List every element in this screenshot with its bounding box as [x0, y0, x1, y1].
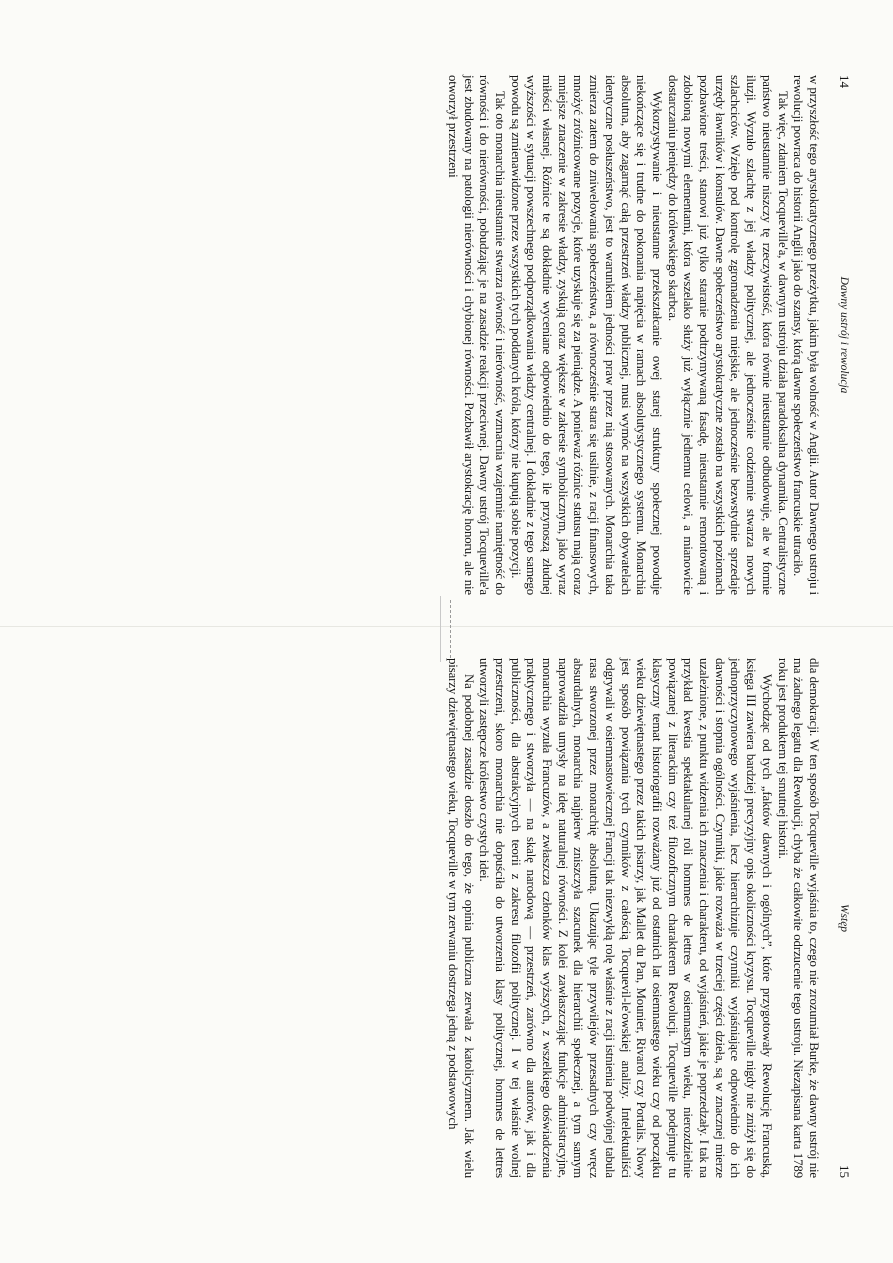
- left-page: [0, 75, 893, 595]
- paragraph: Wychodząc od tych „faktów dawnych i ogólnych”, które przygotowały Rewolucję Francuską, księga III zawiera bardziej precyzyjny opis okoliczności kryzysu. Tocqueville nigdy nie zniżył się do jednoprzyczynowego wyjaśnienia, lecz hierarchizuje czynniki wyjaśniające odpowiednio do ich dawności i stopnia ogólności. Czynniki, jakie rozważa w trzeciej części dzieła, są w znacznej mierze uzależnione, z punktu widzenia ich znaczenia i charakteru, od wyjaśnień, jakie je poprzedzały. I tak na przykład kwestia spektakularnej roli hommes de lettres w osiemnastym wieku, nierozdzielnie powiązanej z literackim czy też filozoficznym charakterem Rewolucji. Tocqueville podejmuje tu klasyczny temat historiografii rozważany już od ostatnich lat osiemnastego wieku czy od początku wieku dziewiętnastego przez takich pisarzy, jak Mallet du Pan, Mounier, Rivarol czy Portalis. Nowy jest sposób powiązania tych czynników z całością Tocquevil-le'owskiej analizy. Intelektualiści odgrywali w osiemnastowiecznej Francji tak niezwykłą rolę właśnie z racji istnienia podwójnej tabula rasa stworzonej przez monarchię absolutną. Ukazując tyle przywilejów przesadnych czy wręcz absurdalnych, monarchia najpierw zniszczyła szacunek dla hierarchii społecznej, a tym samym naprowadziła umysły na ideę naturalnej równości. Z kolei zawłaszczając funkcje administracyjne, monarchia wyzuła Francuzów, a zwłaszcza członków klas wyższych, z wszelkiego doświadczenia praktycznego i stworzyła — na skalę narodową — przestrzeń, zarówno dla autorów, jak i dla publiczności, dla abstrakcyjnych teorii z zakresu filozofii politycznej. I w tej właśnie wolnej przestrzeni, skoro monarchia nie dopuściła do utworzenia klasy politycznej, hommes de lettres utworzyli zastępcze królestwo czystych idei.: [477, 658, 774, 1178]
- gutter-line: [440, 596, 441, 662]
- right-page: [0, 658, 893, 1178]
- running-head-title-left: Dawny ustrój i rewolucja: [838, 276, 850, 394]
- paragraph: dla demokracji. W ten sposób Tocqueville wyjaśnia to, czego nie zrozumiał Burke, że dawny ustrój nie ma żadnego legatu dla Rewolucji, chyba że całkowite odrzucenie tego ustroju. Niezapisana karta 1789 roku jest produktem tej smutnej historii.: [775, 658, 821, 1178]
- paragraph: Tak oto monarchia nieustannie stwarza równość i nierówność, wzmacnia wzajemnie namiętność do równości i do nierówności, pobudzając je na zasadzie reakcji przeciwnej. Dawny ustrój Tocqueville'a jest zbudowany na patologii nierówności i chybionej równości. Pozbawił arystokrację honoru, ale nie otworzył przestrzeni: [445, 75, 507, 595]
- paragraph: Wykorzystywanie i nieustanne przekształcanie owej starej struktury społecznej powoduje niekończące się i trudne do pokonania napięcia w ramach absolutystycznego systemu. Monarchia absolutna, aby zagarnąć całą przestrzeń władzy publicznej, musi wymóc na wszystkich obywatelach identyczne posłuszeństwo, jest to warunkiem jedności praw przez nią stosowanych. Monarchia taka zmierza zatem do zniwelowania społeczeństwa, a równocześnie stara się usilnie, z racji finansowych, mnożyć zróżnicowane pozycje, które uzyskuje się za pieniądze. A ponieważ różnice statusu mają coraz mniejsze znaczenie w zakresie władzy, zyskują coraz większe w zakresie symbolicznym, jako wyraz miłości własnej. Różnice te są dokładnie wyceniane odpowiednio do tego, ile przynoszą złudnej wyższości w sytuacji powszechnego podporządkowania władzy centralnej. I dokładnie z tego samego powodu są zmienawidzone przez wszystkich tych poddanych króla, którzy nie kupują sobie pozycji.: [508, 75, 664, 595]
- running-head-left: [835, 75, 853, 595]
- gutter-shadow: [0, 626, 893, 627]
- right-page-body: [444, 658, 821, 1178]
- paragraph: Na podobnej zasadzie doszło do tego, że opinia publiczna zerwała z katolicyzmem. Jak wielu pisarzy dziewiętnastego wieku, Tocqueville w tym zerwaniu dostrzega jedną z podstawowych: [445, 658, 476, 1178]
- running-head-title-right: Wstęp: [838, 903, 850, 933]
- gutter-dashed-line: [450, 600, 451, 658]
- paragraph: Tak więc, zdaniem Tocqueville'a, w dawnym ustroju działa paradoksalna dynamika. Centralistyczne państwo nieustannie niszczy tę rzeczywistość, która równie nieustannie odbudowuje, ale w formie iluzji. Wyzuło szlachtę z jej władzy politycznej, ale jednocześnie codziennie stwarza nowych szlachciców. Wzięło pod kontrolę zgromadzenia miejskie, ale jednocześnie bezwstydnie sprzedaje urzędy ławników i konsulów. Dawne społeczeństwo arystokratyczne zostało na wszystkich poziomach pozbawione treści, stanowi już tylko staranie podtrzymywaną fasadę, nieustannie remontowaną i zdobioną nowymi elementami, która wszelako służy już wyłącznie jednemu celowi, a mianowicie dostarczaniu pieniędzy do królewskiego skarbca.: [665, 75, 790, 595]
- left-page-body: [444, 75, 821, 595]
- page-number-left: 14: [837, 75, 852, 88]
- paragraph: w przyszłość tego arystokratycznego przeżytku, jakim była wolność w Anglii. Autor Dawnego ustroju i rewolucji powraca do historii Anglii jako do szansy, którą dawne społeczeństwo francuskie utraciło.: [791, 75, 821, 595]
- running-head-right: [835, 658, 853, 1178]
- page-number-right: 15: [837, 1165, 852, 1178]
